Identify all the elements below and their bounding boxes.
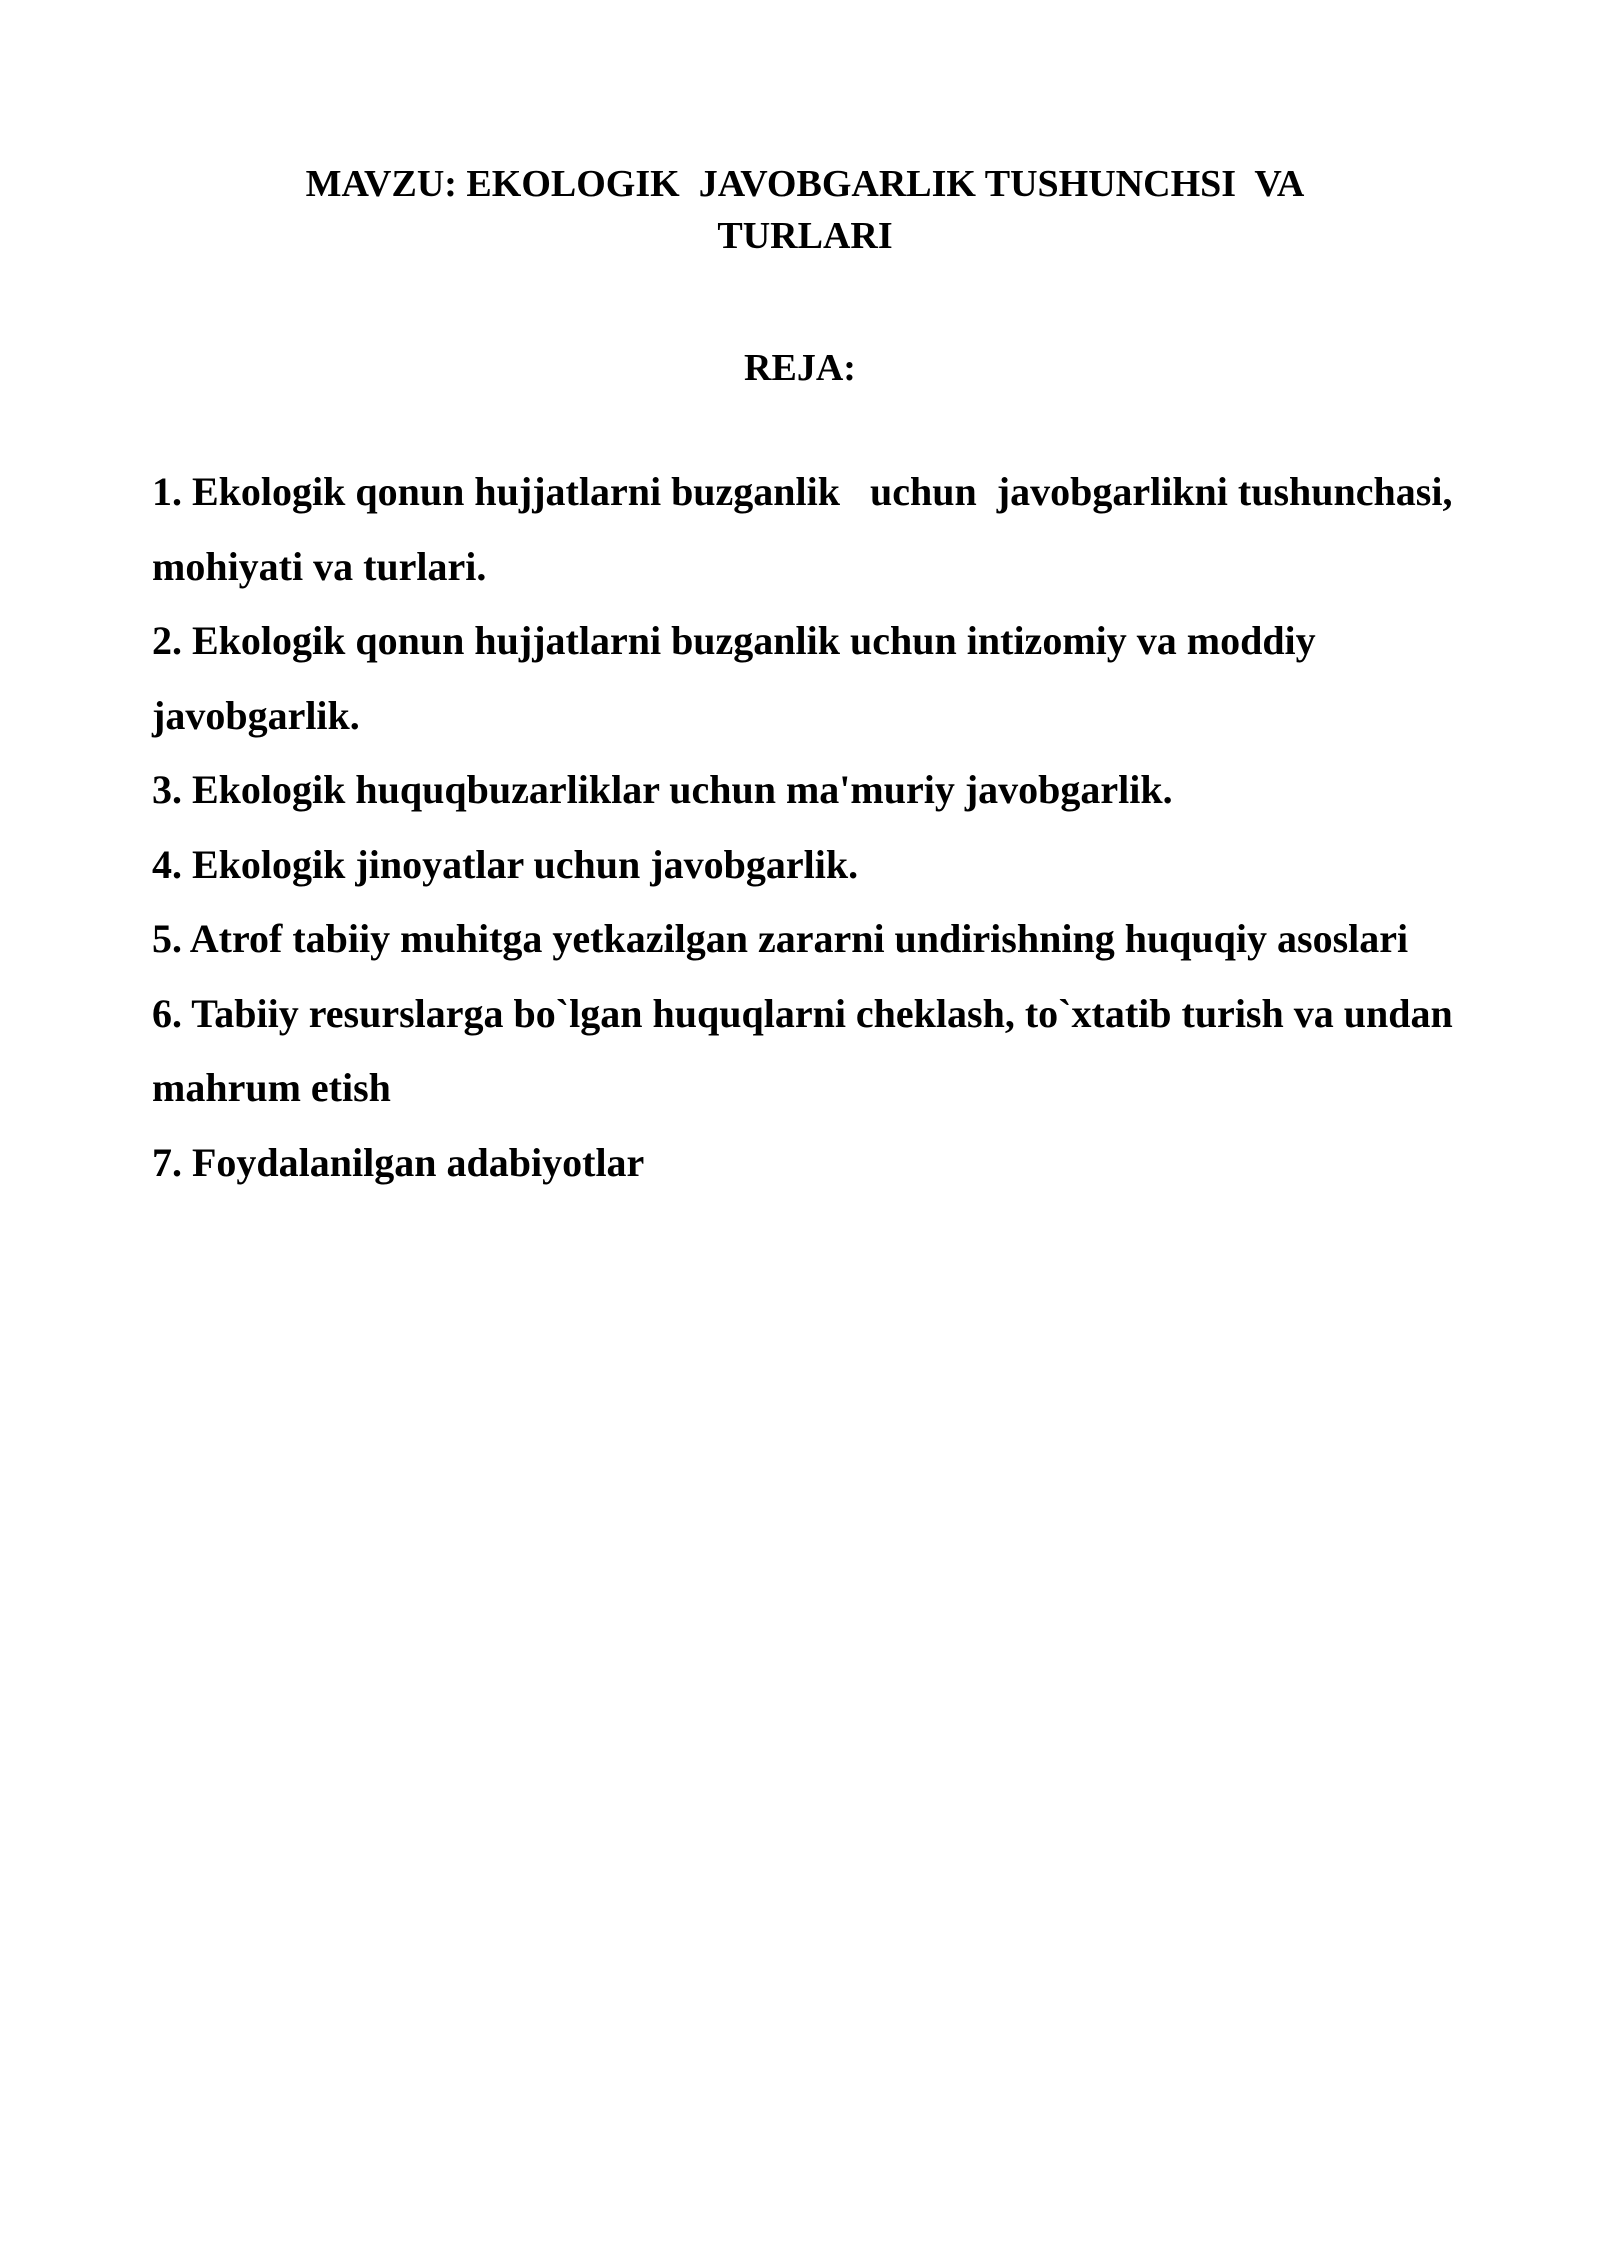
plan-item-5: 5. Atrof tabiiy muhitga yetkazilgan zararni undirishning huquqiy asoslari [152, 916, 1409, 961]
plan-item-3: 3. Ekologik huquqbuzarliklar uchun ma'muriy javobgarlik. [152, 767, 1173, 812]
plan-item-6: 6. Tabiiy resurslarga bo`lgan huquqlarni cheklash, to`xtatib turish va undan mahrum etish [152, 990, 1463, 1110]
plan-item-4: 4. Ekologik jinoyatlar uchun javobgarlik. [152, 841, 859, 887]
plan-heading: REJA: [744, 347, 856, 389]
document-title: MAVZU: EKOLOGIK JAVOBGARLIK TUSHUNCHSI VA TURLARI [305, 163, 1314, 257]
plan-item-2: 2. Ekologik qonun hujjatlarni buzganlik uchun intizomiy va moddiy javobgarlik. [152, 618, 1326, 738]
plan-list [152, 455, 1462, 1200]
plan-item-7: 7. Foydalanilgan adabiyotlar [152, 1139, 645, 1185]
plan-item-1: 1. Ekologik qonun hujjatlarni buzganlik uchun javobgarlikni tushunchasi, mohiyati va turlari. [152, 469, 1463, 589]
